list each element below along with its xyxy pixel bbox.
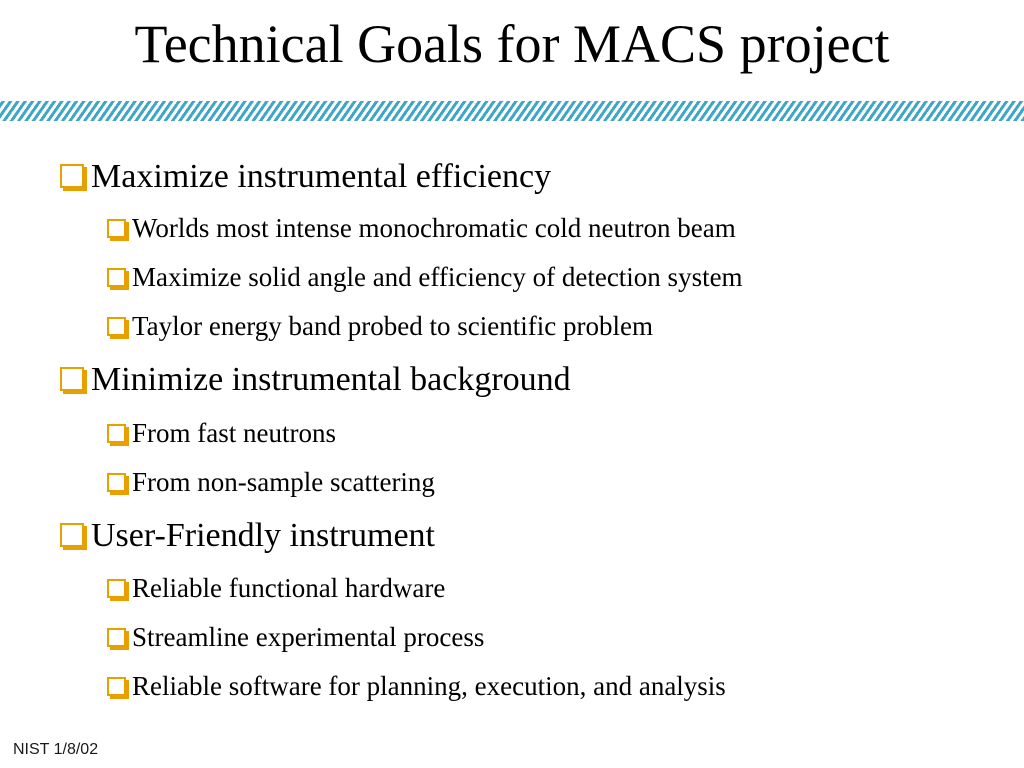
sub-bullet-text: Maximize solid angle and efficiency of detection system xyxy=(132,262,743,292)
sub-bullet-text: Worlds most intense monochromatic cold neutron beam xyxy=(132,213,736,243)
sub-bullet-item xyxy=(107,670,726,702)
footer-text: NIST 1/8/02 xyxy=(13,741,99,758)
bullet-item xyxy=(60,360,571,400)
bullet-text: Maximize instrumental efficiency xyxy=(91,158,552,195)
sub-bullet-text: Reliable software for planning, execution, and analysis xyxy=(132,671,726,701)
sub-bullet-text: From non-sample scattering xyxy=(132,467,435,497)
sub-bullet-text: Streamline experimental process xyxy=(132,622,485,652)
hollow-square-bullet-icon xyxy=(107,677,126,696)
sub-bullet-item xyxy=(107,310,653,342)
sub-bullet-item xyxy=(107,572,445,604)
hollow-square-bullet-icon xyxy=(60,367,84,391)
slide-title: Technical Goals for MACS project xyxy=(134,14,890,74)
sub-bullet-text: Reliable functional hardware xyxy=(132,573,446,603)
sub-bullet-text: Taylor energy band probed to scientific problem xyxy=(132,311,653,341)
sub-bullet-item xyxy=(107,621,484,653)
sub-bullet-item xyxy=(107,417,336,449)
hollow-square-bullet-icon xyxy=(107,268,126,287)
bullet-text: User-Friendly instrument xyxy=(91,517,435,554)
sub-bullet-item xyxy=(107,466,435,498)
bullet-item xyxy=(60,157,551,197)
hollow-square-bullet-icon xyxy=(60,523,84,547)
bullet-text: Minimize instrumental background xyxy=(91,361,571,398)
sub-bullet-item xyxy=(107,212,736,244)
hollow-square-bullet-icon xyxy=(107,473,126,492)
bullet-item xyxy=(60,516,435,556)
sub-bullet-text: From fast neutrons xyxy=(132,418,336,448)
hollow-square-bullet-icon xyxy=(107,628,126,647)
hollow-square-bullet-icon xyxy=(107,317,126,336)
hollow-square-bullet-icon xyxy=(107,219,126,238)
hollow-square-bullet-icon xyxy=(60,164,84,188)
sub-bullet-item xyxy=(107,261,743,293)
hollow-square-bullet-icon xyxy=(107,424,126,443)
hollow-square-bullet-icon xyxy=(107,579,126,598)
